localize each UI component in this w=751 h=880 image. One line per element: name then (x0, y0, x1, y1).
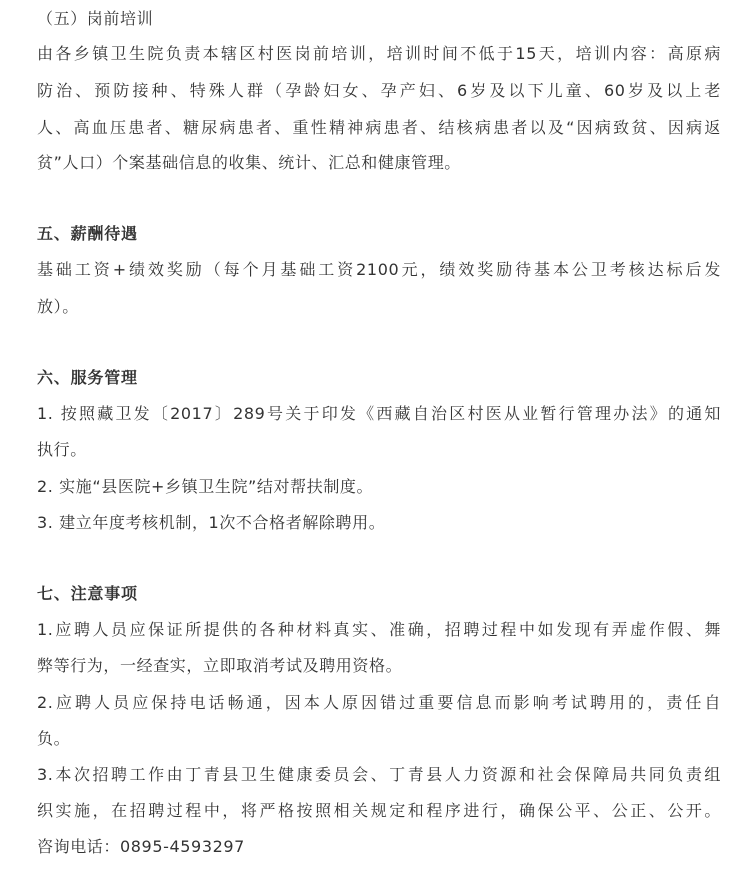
service-item-2: 2. 实施“县医院+乡镇卫生院”结对帮扶制度。 (37, 477, 374, 496)
notes-item-2-line: 2.应聘人员应保持电话畅通，因本人原因错过重要信息而影响考试聘用的，责任自 (37, 693, 721, 712)
salary-paragraph-line: 放）。 (37, 297, 79, 316)
salary-paragraph-line: 基础工资+绩效奖励（每个月基础工资2100元，绩效奖励待基本公卫考核达标后发 (37, 260, 721, 279)
notes-item-1-line: 弊等行为，一经查实，立即取消考试及聘用资格。 (37, 656, 403, 675)
training-paragraph-line: 贫”人口）个案基础信息的收集、统计、汇总和健康管理。 (37, 153, 461, 172)
service-item-1-line: 执行。 (37, 440, 87, 459)
service-item-1-line: 1. 按照藏卫发〔2017〕289号关于印发《西藏自治区村医从业暂行管理办法》的通知 (37, 404, 721, 423)
notes-item-3-line: 织实施，在招聘过程中，将严格按照相关规定和程序进行，确保公平、公正、公开。 (37, 801, 721, 820)
service-item-3: 3. 建立年度考核机制，1次不合格者解除聘用。 (37, 513, 386, 532)
training-paragraph-line: 防治、预防接种、特殊人群（孕龄妇女、孕产妇、6岁及以下儿童、60岁及以上老 (37, 81, 721, 100)
training-paragraph-line: 由各乡镇卫生院负责本辖区村医岗前培训，培训时间不低于15天，培训内容：高原病 (37, 44, 721, 63)
notes-item-3-line: 3.本次招聘工作由丁青县卫生健康委员会、丁青县人力资源和社会保障局共同负责组 (37, 765, 721, 784)
section-heading-notes: 七、注意事项 (37, 584, 138, 603)
notes-item-1-line: 1.应聘人员应保证所提供的各种材料真实、准确，招聘过程中如发现有弄虚作假、舞 (37, 620, 721, 639)
subsection-heading-training: （五）岗前培训 (37, 9, 154, 28)
training-paragraph-line: 人、高血压患者、糖尿病患者、重性精神病患者、结核病患者以及“因病致贫、因病返 (37, 118, 721, 137)
section-heading-salary: 五、薪酬待遇 (37, 224, 138, 243)
notes-item-2-line: 负。 (37, 729, 71, 748)
section-heading-service: 六、服务管理 (37, 368, 138, 387)
contact-phone: 咨询电话：0895-4593297 (37, 837, 245, 856)
